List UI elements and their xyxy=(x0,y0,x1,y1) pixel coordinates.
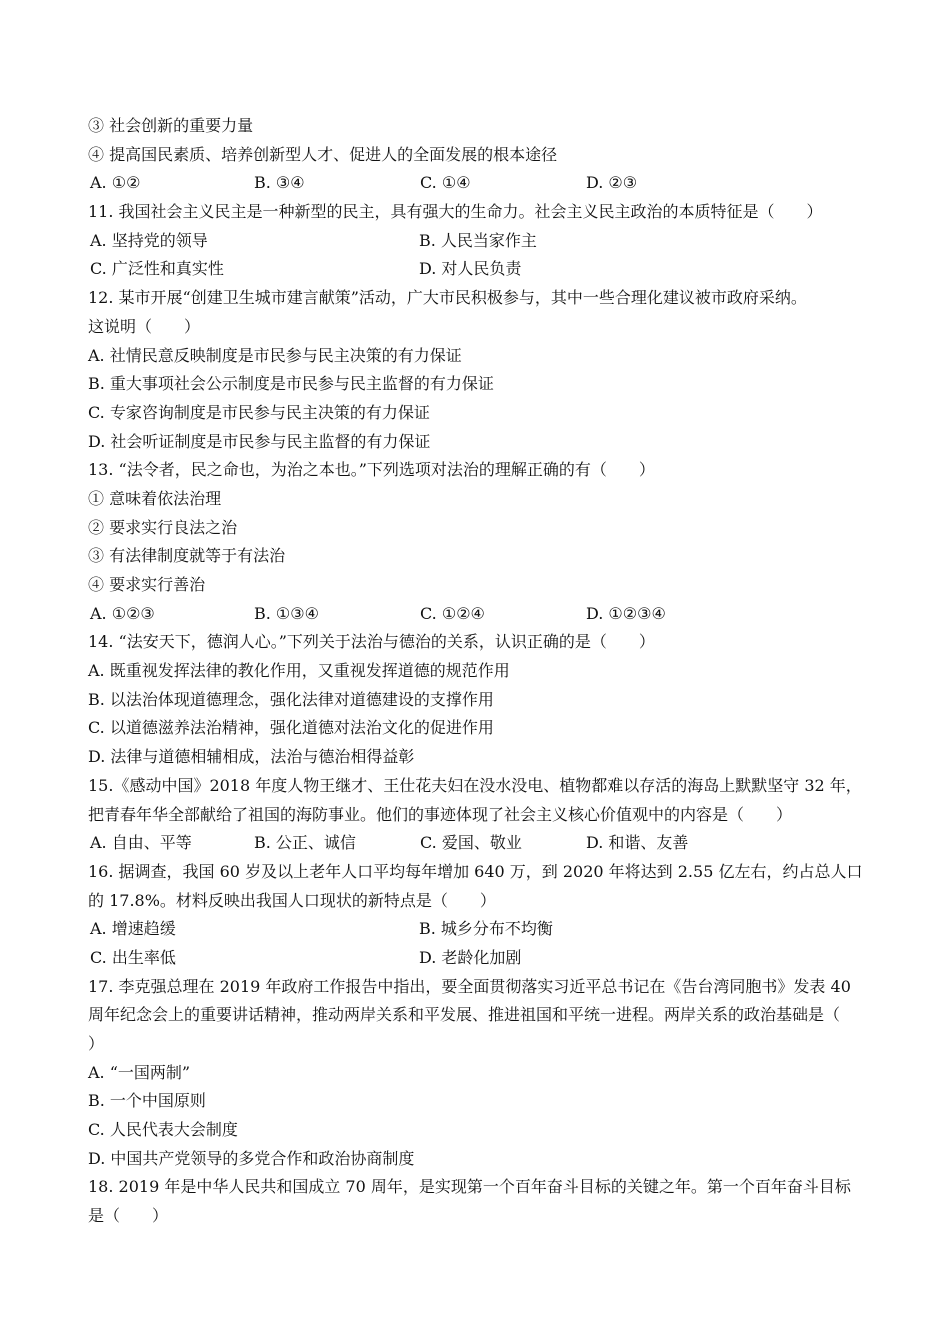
q10-option-b: B. ③④ xyxy=(254,173,305,193)
q16-options-row-2 xyxy=(88,944,868,973)
q14-option-b: B. 以法治体现道德理念，强化法律对道德建设的支撑作用 xyxy=(88,689,494,709)
q18-stem-line-2: 是（ ） xyxy=(88,1206,169,1226)
q10-statement-3: ③ 社会创新的重要力量 xyxy=(88,116,254,135)
q15-options xyxy=(88,829,868,858)
q17-stem-line-1: 17. 李克强总理在 2019 年政府工作报告中指出，要全面贯彻落实习近平总书记在《告台湾同胞书》发表 40 xyxy=(88,976,851,996)
q15-option-a: A. 自由、平等 xyxy=(90,833,192,853)
q17-option-b: B. 一个中国原则 xyxy=(88,1091,206,1111)
q14-option-d: D. 法律与道德相辅相成，法治与德治相得益彰 xyxy=(88,747,415,767)
q11-option-b: B. 人民当家作主 xyxy=(419,230,537,250)
q17-option-c: C. 人民代表大会制度 xyxy=(88,1120,238,1140)
q12-option-b: B. 重大事项社会公示制度是市民参与民主监督的有力保证 xyxy=(88,374,494,394)
q12-stem-line-2: 这说明（ ） xyxy=(88,316,201,336)
q13-statement-2: ② 要求实行良法之治 xyxy=(88,517,238,537)
q18-stem-line-1: 18. 2019 年是中华人民共和国成立 70 周年，是实现第一个百年奋斗目标的关键之年。第一个百年奋斗目标 xyxy=(88,1177,851,1197)
q13-options xyxy=(88,600,868,629)
q11-options-row-1 xyxy=(88,227,868,256)
q17-stem-line-3: ） xyxy=(88,1034,105,1053)
q14-stem: 14. “法安天下，德润人心。”下列关于法治与德治的关系，认识正确的是（ ） xyxy=(88,632,655,652)
q16-option-b: B. 城乡分布不均衡 xyxy=(419,919,553,939)
q16-option-a: A. 增速趋缓 xyxy=(90,919,176,939)
q16-stem-line-2: 的 17.8%。材料反映出我国人口现状的新特点是（ ） xyxy=(88,890,496,910)
q10-option-a: A. ①② xyxy=(90,173,141,193)
q13-statement-3: ③ 有法律制度就等于有法治 xyxy=(88,546,286,566)
q14-option-c: C. 以道德滋养法治精神，强化道德对法治文化的促进作用 xyxy=(88,718,494,738)
q13-option-c: C. ①②④ xyxy=(420,603,485,623)
q12-stem-line-1: 12. 某市开展“创建卫生城市建言献策”活动，广大市民积极参与，其中一些合理化建议被市政府采纳。 xyxy=(88,288,807,308)
q12-option-a: A. 社情民意反映制度是市民参与民主决策的有力保证 xyxy=(88,345,462,365)
q10-option-d: D. ②③ xyxy=(586,173,638,193)
q11-option-d: D. 对人民负责 xyxy=(419,259,522,279)
q13-stem: 13. “法令者，民之命也，为治之本也。”下列选项对法治的理解正确的有（ ） xyxy=(88,460,655,480)
q12-option-d: D. 社会听证制度是市民参与民主监督的有力保证 xyxy=(88,431,431,451)
q11-stem: 11. 我国社会主义民主是一种新型的民主，具有强大的生命力。社会主义民主政治的本质特征是（ ） xyxy=(88,202,823,222)
q13-statement-4: ④ 要求实行善治 xyxy=(88,575,206,594)
q15-stem-line-1: 15.《感动中国》2018 年度人物王继才、王仕花夫妇在没水没电、植物都难以存活的海岛上默默坚守 32 年， xyxy=(88,775,862,795)
q12-option-c: C. 专家咨询制度是市民参与民主决策的有力保证 xyxy=(88,402,430,422)
q16-option-c: C. 出生率低 xyxy=(90,947,176,967)
q10-statement-4: ④ 提高国民素质、培养创新型人才、促进人的全面发展的根本途径 xyxy=(88,144,558,164)
question-list xyxy=(88,112,868,1231)
q17-option-d: D. 中国共产党领导的多党合作和政治协商制度 xyxy=(88,1148,415,1168)
q15-stem-line-2: 把青春年华全部献给了祖国的海防事业。他们的事迹体现了社会主义核心价值观中的内容是（ ） xyxy=(88,804,793,824)
q13-option-b: B. ①③④ xyxy=(254,603,319,623)
q17-option-a: A. “一国两制” xyxy=(88,1062,191,1082)
q17-stem-line-2: 周年纪念会上的重要讲话精神，推动两岸关系和平发展、推进祖国和平统一进程。两岸关系的政治基础是（ xyxy=(88,1005,841,1025)
q13-option-d: D. ①②③④ xyxy=(586,603,666,623)
q16-option-d: D. 老龄化加剧 xyxy=(419,947,522,967)
q11-options-row-2 xyxy=(88,255,868,284)
q15-option-b: B. 公正、诚信 xyxy=(254,833,356,853)
q10-options xyxy=(88,169,868,198)
q15-option-d: D. 和谐、友善 xyxy=(586,833,689,853)
q13-option-a: A. ①②③ xyxy=(90,603,155,623)
q11-option-a: A. 坚持党的领导 xyxy=(90,230,208,250)
q10-option-c: C. ①④ xyxy=(420,173,471,193)
q15-option-c: C. 爱国、敬业 xyxy=(420,833,522,853)
q14-option-a: A. 既重视发挥法律的教化作用，又重视发挥道德的规范作用 xyxy=(88,661,510,681)
q16-stem-line-1: 16. 据调查，我国 60 岁及以上老年人口平均每年增加 640 万，到 2020 年将达到 2.55 亿左右，约占总人口 xyxy=(88,861,863,881)
q16-options-row-1 xyxy=(88,915,868,944)
q13-statement-1: ① 意味着依法治理 xyxy=(88,488,222,508)
q11-option-c: C. 广泛性和真实性 xyxy=(90,259,224,279)
